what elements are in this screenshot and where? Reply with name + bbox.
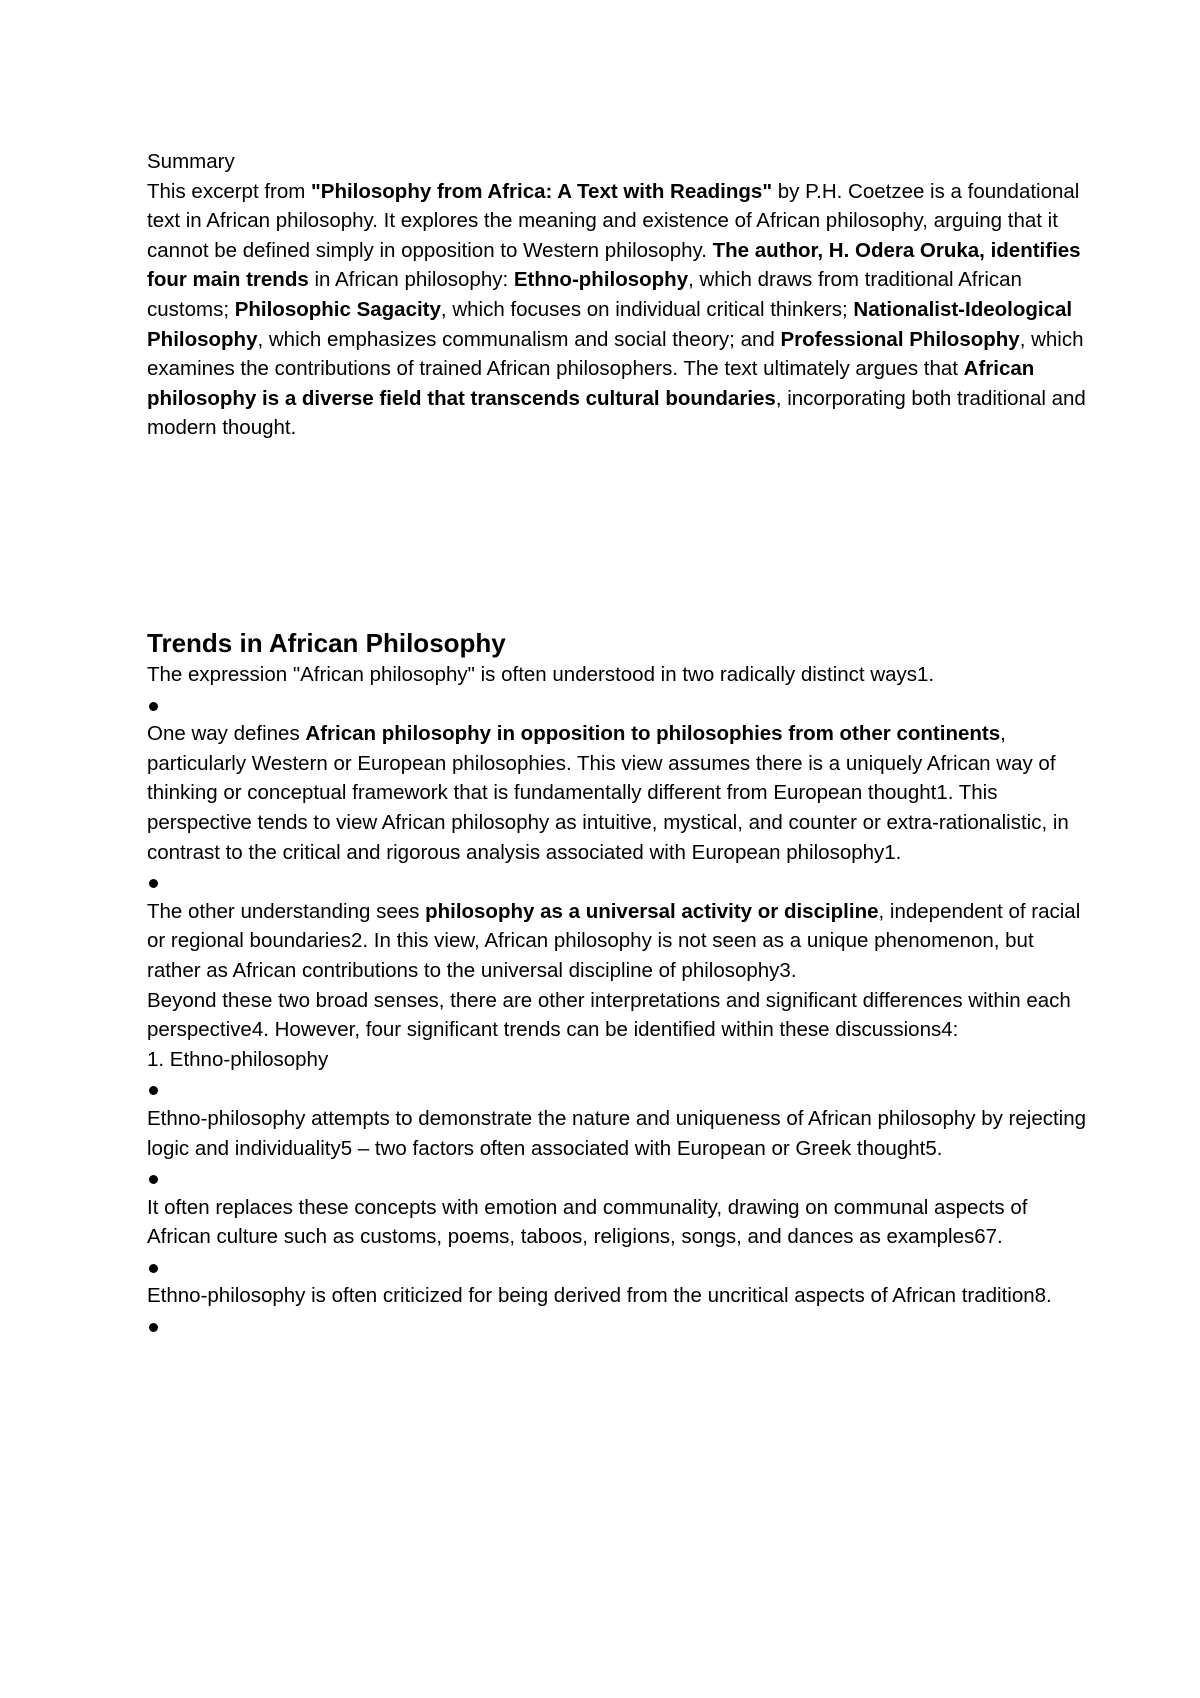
bullet-marker [147, 1074, 1087, 1104]
summary-label: Summary [147, 150, 235, 173]
bullet-paragraph: Ethno-philosophy attempts to demonstrate the nature and uniqueness of African philosophy by rejecting logic and individuality5 – two factors often associated with European or Greek thought5. [147, 1106, 1087, 1160]
text-run: This excerpt from [147, 179, 312, 203]
intro-paragraph: The expression "African philosophy" is often understood in two radically distinct ways1. [147, 663, 935, 686]
summary-paragraph [147, 177, 1087, 443]
book-title: "Philosophy from Africa: A Text with Readings" [311, 179, 773, 203]
text-run: , particularly Western or European philosophies. This view assumes there is a uniquely African way of thinking or conceptual framework that is fundamentally different from European thought1. This perspective tends to view African philosophy as intuitive, mystical, and counter or extra-rationalistic, in contrast to the critical and rigorous analysis associated with European philosophy1. [147, 722, 1069, 864]
bullet-marker [147, 690, 1087, 720]
bullet-marker [147, 867, 1087, 897]
main-claim: African philosophy is a diverse field that transcends cultural boundaries [147, 357, 1035, 410]
bullet-paragraph [147, 719, 1087, 867]
paragraph: Beyond these two broad senses, there are other interpretations and significant differences within each perspective4. However, four significant trends can be identified within these discussions4: [147, 988, 1071, 1042]
trends-section [147, 626, 1087, 1341]
text-run: , which examines the contributions of trained African philosophers. The text ultimately argues that [147, 327, 1084, 381]
trends-body [147, 660, 1087, 1341]
trend-name: Nationalist-Ideological Philosophy [147, 297, 1073, 351]
bullet-marker [147, 1311, 1087, 1341]
trend-name: Professional Philosophy [780, 327, 1020, 351]
text-run: The other understanding sees [147, 899, 426, 923]
text-run: , which emphasizes communalism and social theory; and [257, 327, 781, 351]
text-run: by P.H. Coetzee is a foundational text in African philosophy. It explores the meaning and existence of African philosophy, arguing that it cannot be defined simply in opposition to Western philosophy. [147, 179, 1080, 262]
trend-name: Ethno-philosophy [513, 268, 689, 292]
emphasis: African philosophy in opposition to philosophies from other continents [305, 722, 1001, 746]
bullet-paragraph: Ethno-philosophy is often criticized for being derived from the uncritical aspects of African tradition8. [147, 1284, 1052, 1308]
text-run: , independent of racial or regional boundaries2. In this view, African philosophy is not seen as a unique phenomenon, but rather as African contributions to the universal discipline of philosophy3. [147, 899, 1081, 982]
author-statement: The author, H. Odera Oruka, identifies four main trends [147, 238, 1081, 292]
section-heading: Trends in African Philosophy [147, 628, 506, 658]
text-run: , which focuses on individual critical thinkers; [440, 297, 854, 321]
text-run: in African philosophy: [308, 268, 514, 292]
subsection-title: 1. Ethno-philosophy [147, 1047, 329, 1071]
bullet-marker [147, 1163, 1087, 1193]
summary-section [147, 147, 1087, 443]
text-run: , which draws from traditional African customs; [147, 268, 1022, 321]
trend-name: Philosophic Sagacity [234, 297, 441, 321]
bullet-paragraph [147, 897, 1087, 986]
bullet-paragraph: It often replaces these concepts with emotion and communality, drawing on communal aspects of African culture such as customs, poems, taboos, religions, songs, and dances as examples67. [147, 1195, 1028, 1249]
emphasis: philosophy as a universal activity or discipline [425, 899, 879, 923]
text-run: One way defines [147, 722, 306, 746]
bullet-marker [147, 1252, 1087, 1282]
text-run: , incorporating both traditional and modern thought. [147, 386, 1086, 440]
